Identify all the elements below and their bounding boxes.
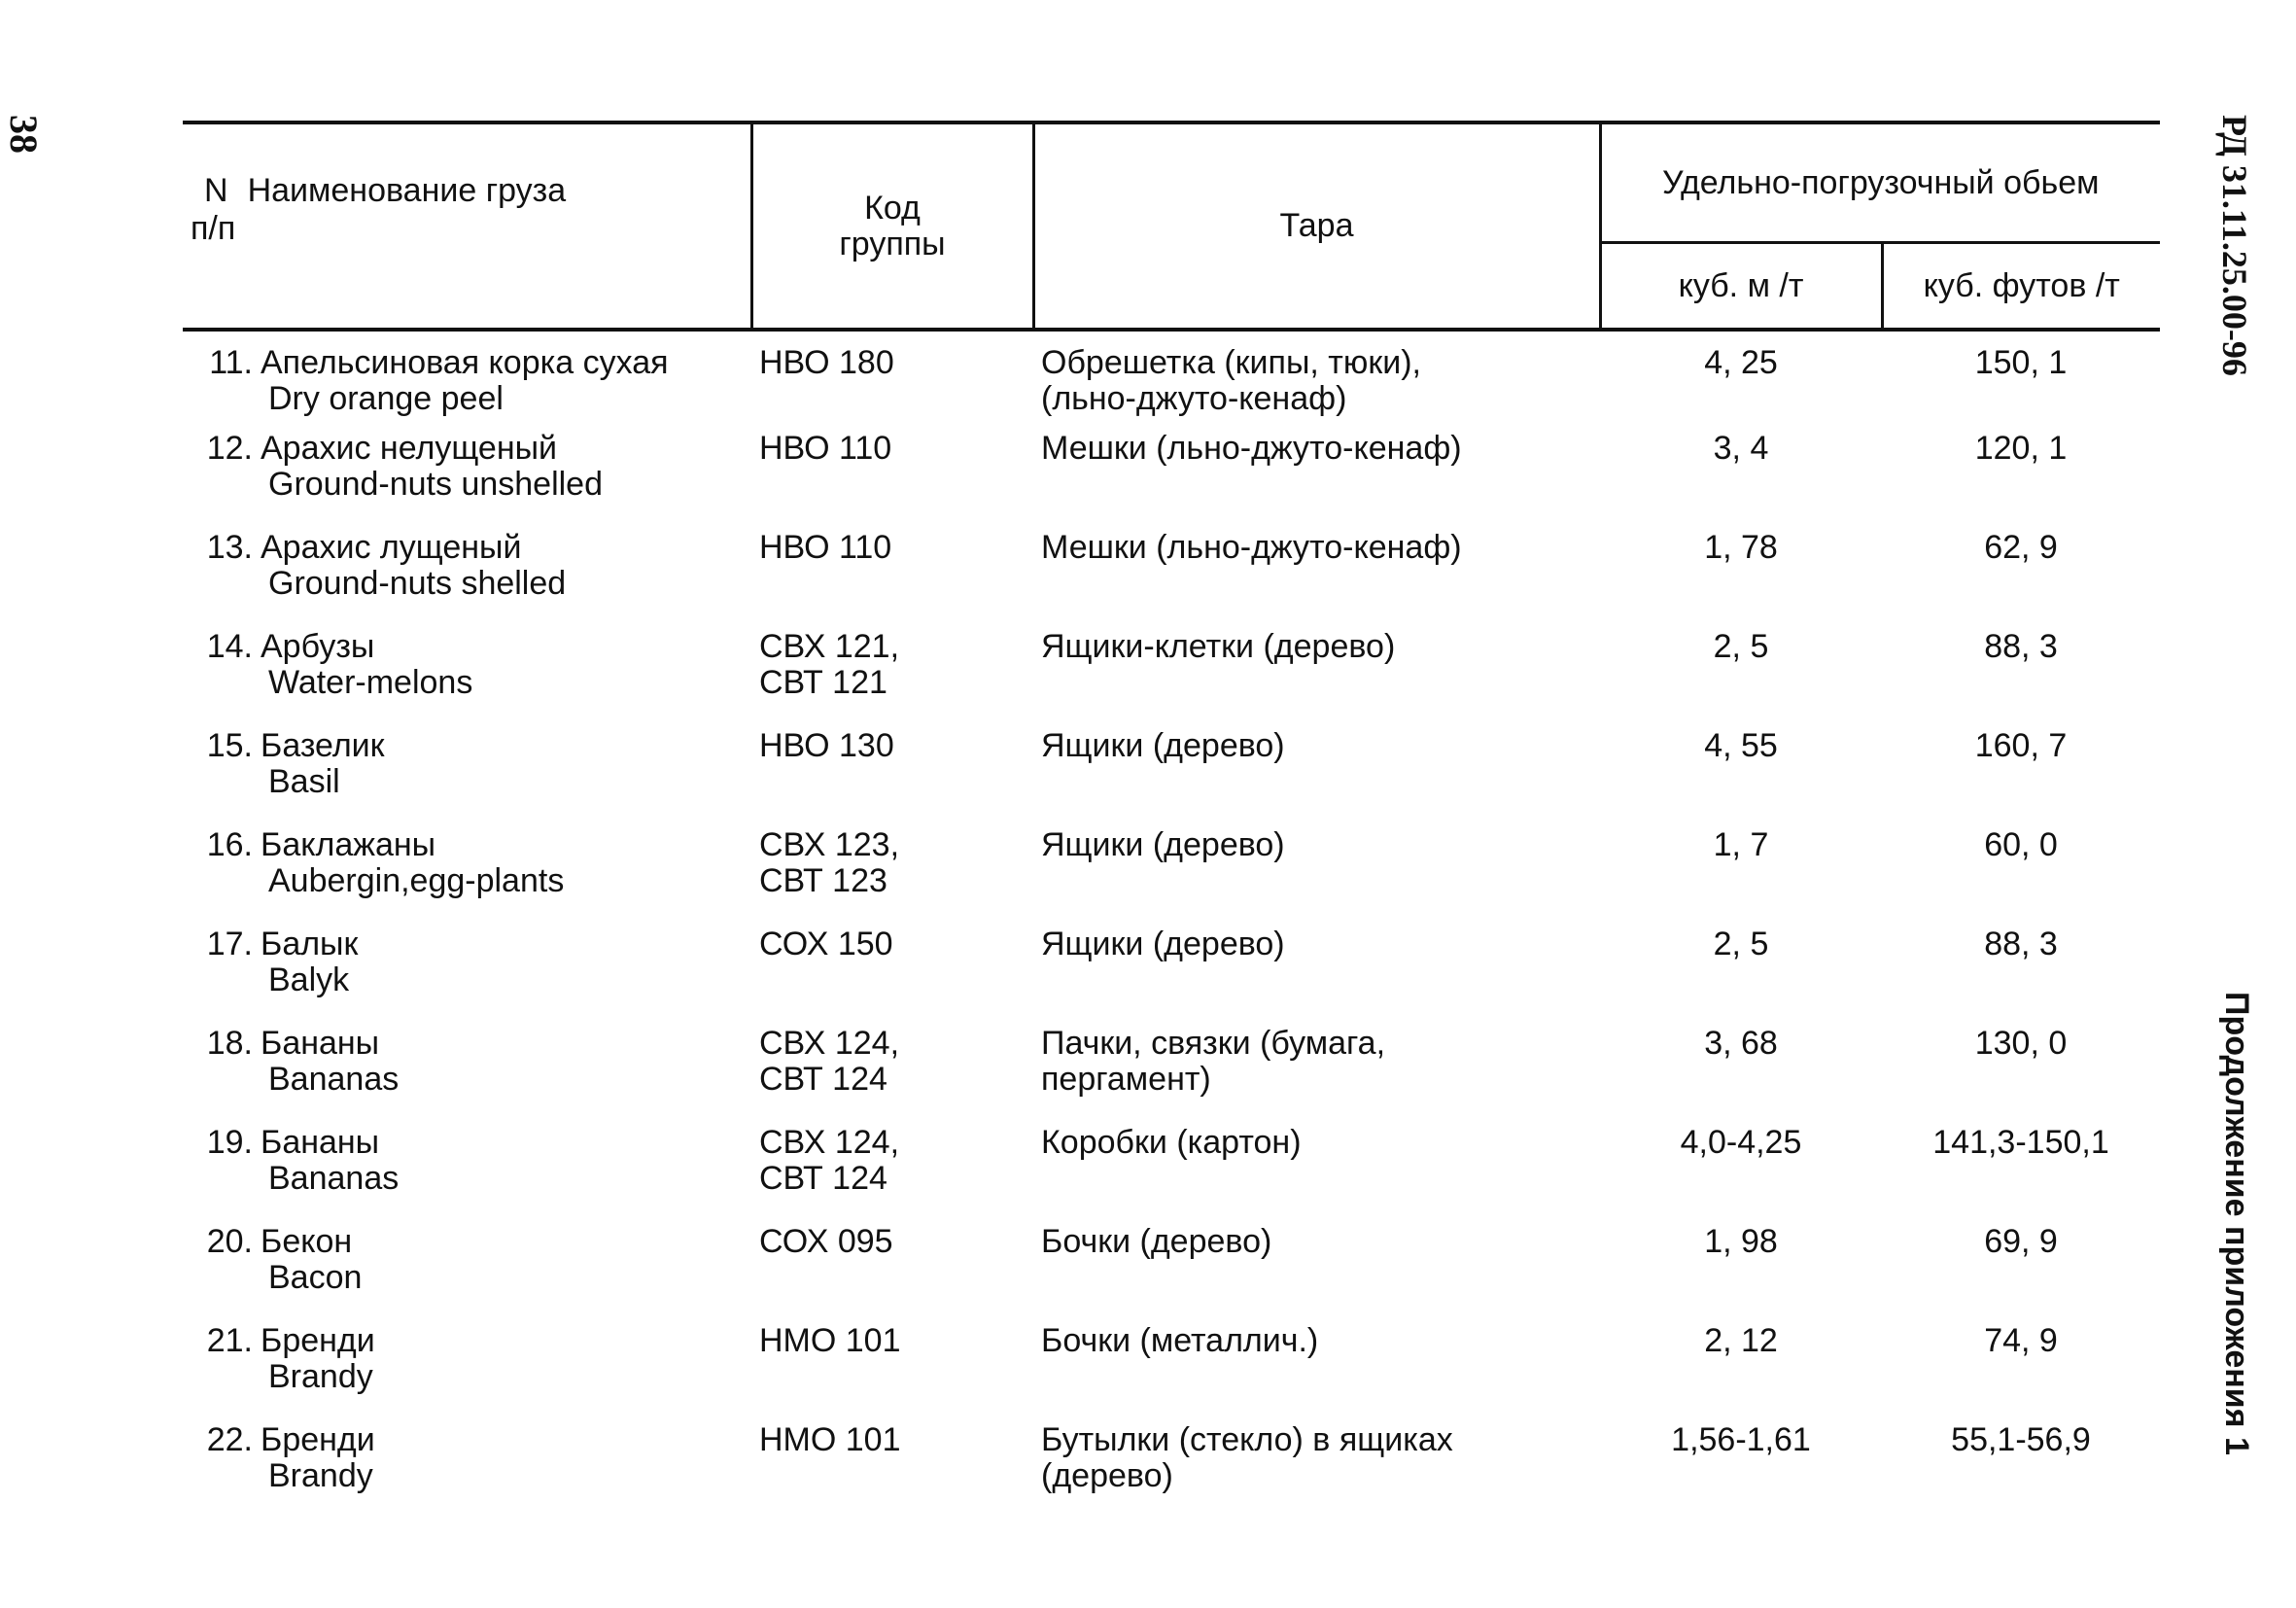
table-row bbox=[183, 530, 2160, 629]
document-code: РД 31.11.25.00-96 bbox=[2215, 115, 2254, 376]
table-row bbox=[183, 431, 2160, 530]
row-number: 17. bbox=[206, 926, 253, 962]
tara-cell bbox=[1033, 926, 1600, 1026]
cargo-name-en: Ground-nuts unshelled bbox=[268, 466, 604, 503]
table-row bbox=[183, 1422, 2160, 1521]
tara-text: Ящики (дерево) bbox=[1041, 926, 1285, 962]
cargo-name-ru: Апельсиновая корка сухая bbox=[261, 344, 669, 381]
cargo-name-cell bbox=[183, 827, 751, 926]
group-code: НВО 130 bbox=[759, 727, 894, 764]
cargo-name-ru: Бананы bbox=[261, 1124, 380, 1161]
header-name: Наименование груза bbox=[247, 172, 567, 209]
tara-text: Ящики-клетки (дерево) bbox=[1041, 628, 1396, 665]
group-code: СВХ 121, bbox=[759, 628, 900, 665]
tara-cell bbox=[1033, 629, 1600, 728]
tara-text: Ящики (дерево) bbox=[1041, 727, 1285, 764]
cargo-name-en: Aubergin,egg-plants bbox=[268, 862, 565, 899]
tara-text: Мешки (льно-джуто-кенаф) bbox=[1041, 529, 1462, 566]
group-code: СВТ 121 bbox=[759, 664, 887, 701]
group-code: СВТ 124 bbox=[759, 1160, 887, 1197]
group-code-cell bbox=[751, 1422, 1033, 1521]
cargo-name-ru: Арахис нелущеный bbox=[261, 430, 558, 467]
tara-cell bbox=[1033, 530, 1600, 629]
tara-cell bbox=[1033, 728, 1600, 827]
row-number: 12. bbox=[206, 430, 253, 467]
cargo-name-en: Brandy bbox=[268, 1457, 373, 1494]
table-row bbox=[183, 330, 2160, 431]
cargo-table bbox=[183, 121, 2160, 1521]
cargo-name-cell bbox=[183, 330, 751, 431]
volume-ft-cell: 88, 3 bbox=[1984, 926, 2058, 962]
volume-ft-cell: 60, 0 bbox=[1984, 826, 2058, 863]
header-unit-ft: куб. футов /т bbox=[1882, 243, 2160, 331]
row-number: 13. bbox=[206, 529, 253, 566]
cargo-name-cell bbox=[183, 1125, 751, 1224]
volume-m-cell: 3, 4 bbox=[1713, 430, 1769, 467]
cargo-name-en: Dry orange peel bbox=[268, 380, 504, 417]
table-row bbox=[183, 1323, 2160, 1422]
group-code-cell bbox=[751, 431, 1033, 530]
header-name-column bbox=[183, 122, 751, 330]
group-code: СВХ 124, bbox=[759, 1124, 900, 1161]
cargo-name-en: Brandy bbox=[268, 1358, 373, 1395]
table-row bbox=[183, 1125, 2160, 1224]
cargo-name-ru: Арбузы bbox=[261, 628, 375, 665]
cargo-name-en: Bacon bbox=[268, 1259, 363, 1296]
volume-m-cell: 2, 5 bbox=[1713, 628, 1769, 665]
volume-m-cell: 1, 98 bbox=[1704, 1223, 1778, 1260]
row-number: 11. bbox=[209, 344, 253, 381]
tara-text: (льно-джуто-кенаф) bbox=[1041, 380, 1347, 417]
tara-text: Пачки, связки (бумага, bbox=[1041, 1025, 1386, 1062]
row-number: 16. bbox=[206, 826, 253, 863]
group-code-cell bbox=[751, 1026, 1033, 1125]
row-number: 15. bbox=[206, 727, 253, 764]
group-code: СВТ 123 bbox=[759, 862, 887, 899]
cargo-name-cell bbox=[183, 1026, 751, 1125]
volume-m-cell: 4, 25 bbox=[1704, 344, 1778, 381]
volume-m-cell: 1, 78 bbox=[1704, 529, 1778, 566]
cargo-name-cell bbox=[183, 1224, 751, 1323]
group-code-cell bbox=[751, 330, 1033, 431]
cargo-name-en: Bananas bbox=[268, 1061, 400, 1098]
cargo-name-en: Water-melons bbox=[268, 664, 473, 701]
cargo-name-cell bbox=[183, 926, 751, 1026]
tara-text: Бочки (металлич.) bbox=[1041, 1322, 1319, 1359]
cargo-name-ru: Бананы bbox=[261, 1025, 380, 1062]
cargo-name-cell bbox=[183, 1422, 751, 1521]
cargo-name-ru: Балык bbox=[261, 926, 359, 962]
volume-m-cell: 4,0-4,25 bbox=[1680, 1124, 1802, 1161]
volume-m-cell: 4, 55 bbox=[1704, 727, 1778, 764]
group-code: НВО 110 bbox=[759, 430, 892, 467]
volume-ft-cell: 120, 1 bbox=[1974, 430, 2068, 467]
tara-text: Бутылки (стекло) в ящиках bbox=[1041, 1421, 1453, 1458]
row-number: 21. bbox=[206, 1322, 253, 1359]
tara-text: Мешки (льно-джуто-кенаф) bbox=[1041, 430, 1462, 467]
volume-ft-cell: 62, 9 bbox=[1984, 529, 2058, 566]
page-number: 38 bbox=[2, 115, 46, 154]
group-code: НВО 110 bbox=[759, 529, 892, 566]
group-code-cell bbox=[751, 530, 1033, 629]
row-number: 20. bbox=[206, 1223, 253, 1260]
volume-ft-cell: 160, 7 bbox=[1974, 727, 2068, 764]
volume-m-cell: 1, 7 bbox=[1713, 826, 1769, 863]
continuation-label: Продолжение приложения 1 bbox=[2218, 992, 2255, 1455]
header-tara: Тара bbox=[1033, 122, 1600, 330]
header-code: Код группы bbox=[751, 122, 1033, 330]
cargo-name-ru: Арахис лущеный bbox=[261, 529, 522, 566]
header-pp: п/п bbox=[191, 210, 236, 247]
group-code-cell bbox=[751, 926, 1033, 1026]
cargo-name-en: Ground-nuts shelled bbox=[268, 565, 567, 602]
cargo-name-cell bbox=[183, 728, 751, 827]
volume-ft-cell: 69, 9 bbox=[1984, 1223, 2058, 1260]
table-row bbox=[183, 629, 2160, 728]
group-code: СВХ 123, bbox=[759, 826, 900, 863]
cargo-name-cell bbox=[183, 431, 751, 530]
cargo-name-en: Bananas bbox=[268, 1160, 400, 1197]
group-code: СОХ 095 bbox=[759, 1223, 893, 1260]
tara-text: (дерево) bbox=[1041, 1457, 1173, 1494]
header-volume: Удельно-погрузочный обьем bbox=[1600, 122, 2160, 243]
tara-cell bbox=[1033, 1323, 1600, 1422]
group-code: НВО 180 bbox=[759, 344, 894, 381]
tara-cell bbox=[1033, 1026, 1600, 1125]
group-code: НМО 101 bbox=[759, 1421, 901, 1458]
volume-m-cell: 2, 12 bbox=[1704, 1322, 1778, 1359]
tara-text: пергамент) bbox=[1041, 1061, 1211, 1098]
tara-cell bbox=[1033, 1224, 1600, 1323]
tara-text: Обрешетка (кипы, тюки), bbox=[1041, 344, 1421, 381]
group-code: СВТ 124 bbox=[759, 1061, 887, 1098]
group-code-cell bbox=[751, 1125, 1033, 1224]
cargo-name-en: Balyk bbox=[268, 961, 350, 998]
row-number: 14. bbox=[206, 628, 253, 665]
header-unit-m: куб. м /т bbox=[1600, 243, 1882, 331]
volume-ft-cell: 130, 0 bbox=[1974, 1025, 2068, 1062]
cargo-name-ru: Бренди bbox=[261, 1322, 375, 1359]
row-number: 18. bbox=[206, 1025, 253, 1062]
cargo-name-cell bbox=[183, 530, 751, 629]
table-row bbox=[183, 728, 2160, 827]
group-code-cell bbox=[751, 629, 1033, 728]
group-code: СВХ 124, bbox=[759, 1025, 900, 1062]
tara-cell bbox=[1033, 827, 1600, 926]
table-row bbox=[183, 827, 2160, 926]
table-header bbox=[183, 122, 2160, 330]
cargo-name-ru: Базелик bbox=[261, 727, 385, 764]
volume-ft-cell: 88, 3 bbox=[1984, 628, 2058, 665]
group-code-cell bbox=[751, 1323, 1033, 1422]
table-row bbox=[183, 1026, 2160, 1125]
tara-cell bbox=[1033, 330, 1600, 431]
table-row bbox=[183, 926, 2160, 1026]
tara-text: Коробки (картон) bbox=[1041, 1124, 1302, 1161]
group-code-cell bbox=[751, 827, 1033, 926]
group-code-cell bbox=[751, 1224, 1033, 1323]
volume-m-cell: 1,56-1,61 bbox=[1671, 1421, 1811, 1458]
tara-cell bbox=[1033, 1125, 1600, 1224]
row-number: 22. bbox=[206, 1421, 253, 1458]
volume-ft-cell: 150, 1 bbox=[1974, 344, 2068, 381]
tara-cell bbox=[1033, 1422, 1600, 1521]
header-n: N bbox=[204, 172, 228, 209]
cargo-name-ru: Бренди bbox=[261, 1421, 375, 1458]
tara-text: Ящики (дерево) bbox=[1041, 826, 1285, 863]
row-number: 19. bbox=[206, 1124, 253, 1161]
group-code-cell bbox=[751, 728, 1033, 827]
table-body bbox=[183, 330, 2160, 1521]
group-code: НМО 101 bbox=[759, 1322, 901, 1359]
volume-ft-cell: 141,3-150,1 bbox=[1932, 1124, 2109, 1161]
cargo-name-cell bbox=[183, 629, 751, 728]
volume-ft-cell: 74, 9 bbox=[1984, 1322, 2058, 1359]
group-code: СОХ 150 bbox=[759, 926, 893, 962]
cargo-name-cell bbox=[183, 1323, 751, 1422]
cargo-name-ru: Бекон bbox=[261, 1223, 353, 1260]
tara-text: Бочки (дерево) bbox=[1041, 1223, 1272, 1260]
table-row bbox=[183, 1224, 2160, 1323]
cargo-name-ru: Баклажаны bbox=[261, 826, 436, 863]
tara-cell bbox=[1033, 431, 1600, 530]
cargo-name-en: Basil bbox=[268, 763, 340, 800]
volume-m-cell: 2, 5 bbox=[1713, 926, 1769, 962]
volume-m-cell: 3, 68 bbox=[1704, 1025, 1778, 1062]
volume-ft-cell: 55,1-56,9 bbox=[1951, 1421, 2091, 1458]
